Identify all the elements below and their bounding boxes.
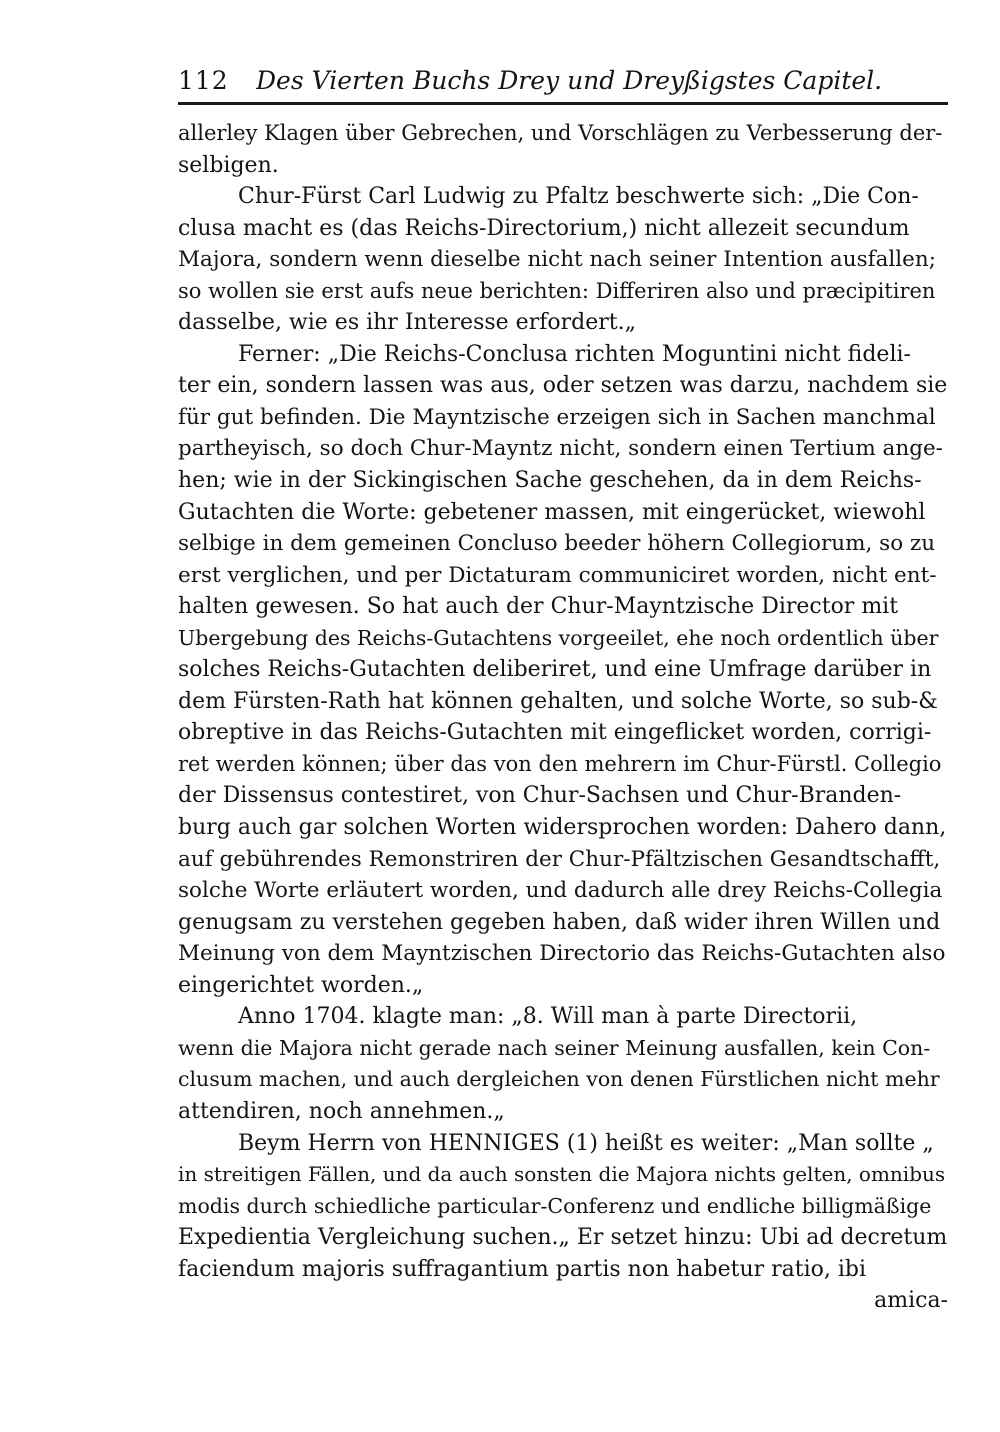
text-line: attendiren, noch annehmen.„	[178, 1098, 505, 1124]
page-header	[178, 66, 948, 104]
text-line: ter ein, sondern lassen was aus, oder setzen was darzu, nachdem sie	[178, 373, 948, 399]
text-line: erst verglichen, und per Dictaturam communiciret worden, nicht ent-	[178, 562, 937, 588]
text-line: so wollen sie erst aufs neue berichten: Differiren also und præcipitiren	[178, 278, 936, 303]
text-line: clusum machen, und auch dergleichen von denen Fürstlichen nicht mehr	[178, 1067, 940, 1092]
text-line: genugsam zu verstehen gegeben haben, daß wider ihren Willen und	[178, 909, 941, 935]
text-line: modis durch schiedliche particular-Conferenz und endliche billigmäßige	[178, 1193, 932, 1218]
text-line: für gut befinden. Die Mayntzische erzeigen sich in Sachen manchmal	[178, 404, 936, 430]
text-line: Ubergebung des Reichs-Gutachtens vorgeeilet, ehe noch ordentlich über	[178, 625, 939, 650]
text-line: Chur-Fürst Carl Ludwig zu Pfaltz beschwerte sich: „Die Con-	[238, 184, 919, 210]
text-line: Anno 1704. klagte man: „8. Will man à parte Directorii,	[238, 1004, 858, 1030]
catchword: amica-	[874, 1288, 948, 1314]
text-line: Beym Herrn von HENNIGES (1) heißt es weiter: „Man sollte „	[238, 1130, 934, 1156]
text-line: Expedientia Vergleichung suchen.„ Er setzet hinzu: Ubi ad decretum	[178, 1225, 948, 1251]
header-rule	[178, 102, 948, 105]
text-line: der Dissensus contestiret, von Chur-Sachsen und Chur-Branden-	[178, 783, 902, 809]
page-number: 112	[178, 66, 229, 95]
text-line: solche Worte erläutert worden, und dadurch alle drey Reichs-Collegia	[178, 878, 943, 904]
text-line: allerley Klagen über Gebrechen, und Vorschlägen zu Verbesserung der-	[178, 121, 943, 145]
text-line: eingerichtet worden.„	[178, 972, 424, 998]
text-line: obreptive in das Reichs-Gutachten mit eingeflicket worden, corrigi-	[178, 720, 932, 746]
running-head: Des Vierten Buchs Drey und Dreyßigstes Capitel.	[256, 66, 883, 95]
text-line: ret werden können; über das von den mehrern im Chur-Fürstl. Collegio	[178, 751, 942, 776]
text-line: Majora, sondern wenn dieselbe nicht nach seiner Intention ausfallen;	[178, 247, 936, 273]
text-line: solches Reichs-Gutachten deliberiret, und eine Umfrage darüber in	[178, 657, 932, 683]
text-line: in streitigen Fällen, und da auch sonsten die Majora nichts gelten, omnibus	[178, 1162, 946, 1187]
text-line: Meinung von dem Mayntzischen Directorio das Reichs-Gutachten also	[178, 941, 946, 967]
text-line: selbige in dem gemeinen Concluso beeder höhern Collegiorum, so zu	[178, 531, 936, 557]
text-line: hen; wie in der Sickingischen Sache geschehen, da in dem Reichs-	[178, 468, 922, 494]
text-line: selbigen.	[178, 152, 279, 178]
text-line: partheyisch, so doch Chur-Mayntz nicht, sondern einen Tertium ange-	[178, 436, 943, 462]
text-line: Gutachten die Worte: gebetener massen, mit eingerücket, wiewohl	[178, 499, 926, 525]
text-line: dem Fürsten-Rath hat können gehalten, und solche Worte, so sub-&	[178, 688, 938, 714]
text-line: burg auch gar solchen Worten widersprochen worden: Dahero dann,	[178, 815, 947, 841]
text-line: clusa macht es (das Reichs-Directorium,) nicht allezeit secundum	[178, 215, 910, 241]
text-line: wenn die Majora nicht gerade nach seiner Meinung ausfallen, kein Con-	[178, 1035, 931, 1060]
body-text	[178, 118, 948, 1317]
text-line: faciendum majoris suffragantium partis non habetur ratio, ibi	[178, 1256, 867, 1282]
text-line: dasselbe, wie es ihr Interesse erfordert.„	[178, 310, 636, 336]
text-line: halten gewesen. So hat auch der Chur-Mayntzische Director mit	[178, 594, 899, 620]
text-line: auf gebührendes Remonstriren der Chur-Pfältzischen Gesandtschafft,	[178, 846, 941, 872]
text-line: Ferner: „Die Reichs-Conclusa richten Moguntini nicht fideli-	[238, 341, 911, 367]
